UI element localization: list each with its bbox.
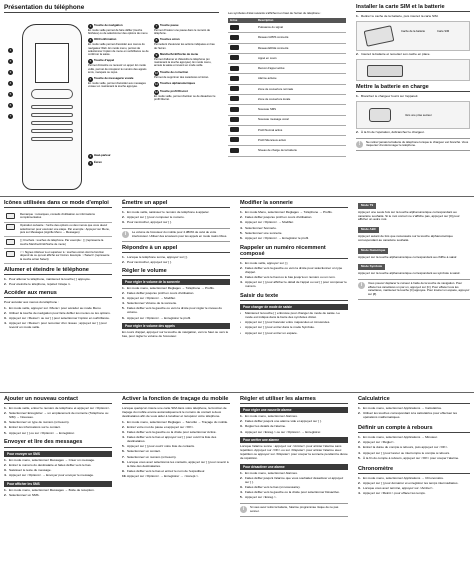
warning-icon: !	[356, 141, 363, 148]
tracking-step: 7. Sélectionnez un numéro (si besoin).	[122, 454, 177, 459]
marker-5: 5	[9, 92, 12, 96]
ring-step: 6. Appuyez sur <Options> → Enregistrer le profil.	[240, 235, 309, 240]
volume-subhead-call: Pour régler le volume des appels	[122, 323, 230, 329]
table-row: Nouveau message vocal	[228, 115, 346, 125]
icons-table	[4, 211, 112, 264]
table-row: < > Signes inférieur à et supérieur à : touches écran dont la fonction dépend de ce qui est affiché sur l'écran. Exemple : <Select> (représente la touche écran Select)	[4, 249, 112, 264]
countdown-title: Définir un compte à rebours	[358, 425, 470, 433]
ring-section	[240, 200, 348, 337]
table-row: Niveau de charge de la batterie	[228, 146, 346, 156]
info-icon: i	[240, 506, 247, 513]
alarm-step: 3. Réglez les détails de l'alarme.	[240, 424, 287, 429]
call-section	[122, 200, 230, 341]
menus-step: 1. En mode veille, appuyez sur <Menu> pour accéder au mode Menu.	[4, 305, 102, 310]
alarm-step: 2. Faites défiler jusqu'à une alarme vide et appuyez sur [ ].	[240, 419, 322, 424]
callouts-short	[88, 154, 150, 166]
alarm-section	[240, 396, 348, 520]
text-item: • Appuyez sur [ ] pour entrer dans le mode Symbole.	[240, 325, 315, 330]
callout-item: 2 Haut-parleur	[89, 153, 111, 158]
apps-section	[358, 396, 470, 497]
calc-step: 1. En mode menu, sélectionnez Applications → Calculatrice.	[358, 406, 443, 411]
tracking-section	[122, 396, 230, 480]
alarm-icon	[230, 76, 239, 81]
angle-bracket-icon	[6, 251, 15, 257]
chrono-step: 4. Appuyez sur <Réinit.> pour effacer les temps.	[358, 491, 426, 496]
charge-step-1: 1. Branchez le chargeur fourni sur l'appareil.	[356, 94, 419, 98]
volume-step: 6. Appuyez sur <Options> → Enregistrer le profil.	[122, 315, 191, 320]
modes-section	[358, 200, 470, 303]
call-icon	[230, 55, 239, 60]
marker-4: 4	[9, 81, 12, 85]
charger-illustration	[356, 101, 470, 129]
sms-icon	[230, 107, 239, 112]
redial-step: 4. Appuyez sur [ ] pour afficher le détail de l'appel ou sur [ ] pour composer le numéro.	[240, 280, 347, 289]
divider	[0, 392, 474, 393]
middle-band	[0, 200, 474, 390]
alarm-step: 1. En mode menu, sélectionnez Alarmes.	[240, 414, 298, 419]
alarm-subhead-set: Pour régler une nouvelle alarme	[240, 407, 348, 413]
call-title: Émettre un appel	[122, 200, 230, 208]
charge-title: Mettre la batterie en charge	[356, 84, 470, 92]
table-row: Profil Silencieux activé	[228, 136, 346, 146]
table-row: Appel en cours	[228, 53, 346, 63]
answer-title: Répondre à un appel	[122, 245, 230, 253]
onoff-title: Allumer et éteindre le téléphone	[4, 267, 112, 275]
table-row: Alarme activée	[228, 74, 346, 84]
alarm-note: i Si vous avez retiré la batterie, l'alarme programmée risque de ne pas sonner.	[240, 503, 348, 516]
marker-3: 3	[9, 70, 12, 74]
countdown-step: 4. Appuyez sur [ ] pour lancer ou interrompre le compte à rebours.	[358, 450, 451, 455]
msg-step: 1. En mode menu, sélectionnez Messages → Boîte de réception.	[4, 487, 95, 492]
text-subhead: Pour changer de mode de saisie	[240, 304, 348, 310]
text-item: • Appuyez sur [ ] pour basculer entre majuscules et minuscules.	[240, 320, 331, 325]
top-band	[0, 4, 474, 194]
msg-step: 2. Entrez le numéro du destinataire et faites défiler vers le bas.	[4, 462, 92, 467]
keypad-row	[31, 129, 73, 133]
marker-2: 2	[9, 59, 12, 63]
table-row: [ ] Crochets : touches du téléphone. Par exemple : [ ] (représente la touche Marche/Arrêt/Sortie de menu)	[4, 237, 112, 249]
phone-overview	[4, 4, 219, 16]
tracking-step: 2. Entrez votre mot de passe et appuyez sur <OK>.	[122, 424, 195, 429]
text-title: Saisir du texte	[240, 293, 348, 301]
menus-intro: Pour accéder aux menus du téléphone :	[4, 300, 59, 305]
contact-step: 3. Sélectionnez un type de numéro (si besoin).	[4, 420, 70, 425]
msg-step: 4. Appuyez sur <Options> → Envoyer pour envoyer le message.	[4, 473, 94, 478]
bracket-icon	[6, 239, 15, 245]
modes-note: i Vous pouvez déplacer le curseur à l'aide de la touche de navigation. Pour effacer les caractères un par un, appuyez sur [C]. Pour effacer tous les caractères, maintenez la touche [C] appuyée. Pour insérer un espace, appuyez sur [#].	[358, 279, 470, 300]
countdown-step: 3. Entrez la durée du compte à rebours, puis appuyez sur <OK>.	[358, 445, 449, 450]
redial-title: Rappeler un numéro récemment composé	[240, 245, 348, 259]
indicator-header-row: Icône Description	[228, 18, 346, 23]
volume-subhead-ring: Pour régler le volume de la sonnerie	[122, 279, 230, 285]
info-icon: i	[358, 282, 365, 289]
msg-title: Envoyer et lire des messages	[4, 439, 112, 447]
msg-step: 1. En mode menu, sélectionnez Messages → Créer un message.	[4, 457, 95, 462]
sim-title: Installer la carte SIM et la batterie	[356, 4, 470, 12]
alarm-subhead-disable: Pour désactiver une alarme	[240, 464, 348, 470]
chrono-title: Chronomètre	[358, 466, 470, 474]
arrow-icon	[6, 224, 15, 230]
table-row: Zone de couverture locale	[228, 94, 346, 104]
chrono-step: 1. En mode menu, sélectionnez Applications → Chronomètre.	[358, 475, 444, 480]
label-sim-card: Carte SIM	[437, 30, 450, 33]
sim-step-1: 1. Retirez le cache de la batterie, puis insérez la carte SIM.	[356, 14, 439, 19]
call-note: i Le volume de l'écouteur du mobile pour 4 dB/0% de celui de votre interlocuteur. Utilisez des écouteurs pour les appels en mode mains libres.	[122, 228, 230, 241]
contact-step: 2. Sélectionnez Enregistrer → un emplacement de mémoire (Téléphone ou SIM) → Nouveau.	[4, 411, 109, 420]
alarm-step: 5. Appuyez sur <Enreg.>.	[240, 495, 277, 500]
table-row: Réseau EDGE connecté	[228, 43, 346, 53]
answer-step: 2. Pour raccrocher, appuyez sur [ ].	[122, 259, 172, 264]
redial-step: 3. Faites défiler vers le haut ou le bas jusqu'à un numéro ou un nom.	[240, 275, 336, 280]
volume-title: Régler le volume	[122, 268, 230, 276]
keypad-row	[31, 105, 73, 109]
mode-badge: Mode ABC	[358, 227, 379, 233]
callout-item: 10 Touche de correction Permet de supprimer des caractères à l'écran.	[154, 69, 210, 79]
redial-step: 2. Faites défiler vers la gauche ou vers la droite pour sélectionner un type d'appel.	[240, 266, 343, 275]
battery-shape	[367, 65, 403, 77]
alarm-stop-text: Lorsque l'alarme sonne : appuyez sur <Arrêter> pour arrêter l'alarme sans répétition. Appuyez sur <OK> ou sur <Répéter> pour arrêter l'alarme avec répétition ou appuyez sur <Répéter> pour couper la sonnerie pendant la durée de répétition.	[240, 444, 348, 461]
signal-icon	[230, 25, 239, 30]
volume-call-text: En cours d'appel, appuyez sur la touche de navigation, vers le haut ou vers le bas, pour régler le volume de l'écouteur.	[122, 330, 229, 339]
callout-item: 8 Touches écran Permettent d'exécuter les actions indiquées en bas de l'écran.	[154, 37, 215, 50]
table-row: Remarque : remarques, conseils d'utilisation ou informations complémentaires	[4, 211, 112, 222]
tracking-title: Activer la fonction de traçage du mobile	[122, 396, 230, 404]
mode-text: Appuyez autant de fois que nécessaire sur la touche alphanumérique correspondant au caractère souhaité.	[358, 234, 453, 242]
tracking-intro: Lorsque quelqu'un insère une carte SIM dans votre téléphone, la fonction de traçage du mobile envoie automatiquement le numéro de contact à deux destinataires afin de vous aider à localiser et récupérer votre téléphone.	[122, 406, 227, 418]
marker-6: 6	[9, 103, 12, 107]
mode-text: Appuyez sur la touche alphanumérique correspondant au symbole à saisir.	[358, 271, 461, 276]
volume-step: 5. Faites défiler vers la gauche ou vers la droite pour régler le niveau du volume.	[122, 306, 222, 315]
sim-step-2: 2. Insérez la batterie et remettez son cache en place.	[356, 52, 431, 56]
volume-step: 2. Faites défiler jusqu'au profil en cours d'utilisation.	[122, 291, 195, 296]
text-item: • Appuyez sur [ ] pour entrer un espace.	[240, 330, 298, 335]
msg-subhead-read: Pour afficher les SMS	[4, 481, 112, 487]
silent-profile-icon	[230, 137, 239, 142]
tracking-step: 9. Faites défiler vers le bas et entrez le nom de l'expéditeur.	[122, 468, 206, 473]
keypad-row	[31, 137, 73, 141]
callout-item: 11 Touches alphanumériques	[154, 80, 196, 86]
alarm-step: 1. En mode menu, sélectionnez Alarmes.	[240, 470, 298, 475]
contact-step: 4. Entrez les informations sur le contact.	[4, 425, 61, 430]
contact-step: 5. Appuyez sur [ ] ou sur <Options> → Enregistrer.	[4, 430, 75, 435]
table-row: Profil Normal activé	[228, 125, 346, 135]
table-row: Zone de couverture normale	[228, 84, 346, 94]
divider	[0, 196, 474, 197]
countdown-step: 1. En mode menu, sélectionnez Applications → Minuteur.	[358, 435, 438, 440]
callout-item: 5 Touche d'appel Permet d'émettre ou recevoir un appel. En mode veille, permet de récupérer le numéro des appels émis, manqués ou reçus.	[88, 58, 147, 74]
tracking-step: 8. Lorsque vous avez sélectionné les contacts, appuyez sur [ ] pour revenir à la liste des destinataires.	[122, 459, 229, 468]
callout-item: 9 Marche/Arrêt/Sortie de menu Permet d'allumer et d'éteindre le téléphone (en maintenant la touche appuyée). En mode menu, annule la saisie et revient en mode veille.	[154, 51, 212, 68]
sim-card-shape	[364, 25, 395, 46]
mode-text: Appuyez sur la touche alphanumérique correspondant au chiffre à saisir.	[358, 254, 458, 259]
calc-title: Calculatrice	[358, 396, 470, 404]
callouts-left	[88, 24, 150, 92]
chrono-step: 3. Lorsque vous avez terminé, appuyez sur <Arrêter>.	[358, 486, 434, 491]
alarm-subhead-stop: Pour arrêter une alarme	[240, 437, 348, 443]
countdown-step: 2. Appuyez sur <Régler>.	[358, 440, 395, 445]
answer-step: 1. Lorsque le téléphone sonne, appuyez sur [ ].	[122, 254, 189, 259]
gprs-icon	[230, 35, 239, 40]
menus-title: Accéder aux menus	[4, 290, 112, 298]
table-row: Renvoi d'appel activé	[228, 64, 346, 74]
onoff-step: 1. Pour allumer le téléphone, maintenez la touche [ ] appuyée.	[4, 276, 91, 281]
volume-step: 4. Sélectionnez Volume de la sonnerie.	[122, 301, 178, 306]
alarm-step: 4. Faites défiler vers la gauche ou la droite pour sélectionner Désactivé.	[240, 490, 340, 495]
callout-item: 4 OK/Confirmation En mode veille permet d'accéder aux menus du navigateur Web. En mode menu, permet de sélectionner l'option de menu en surbrillance ou de confirmer la saisie.	[88, 37, 149, 57]
mode-badge: Mode Symbole	[358, 264, 385, 270]
indicator-table	[228, 18, 346, 157]
chrono-step: 2. Appuyez sur [ ] pour démarrer et enregistrer les temps intermédiaires.	[358, 480, 459, 485]
countdown-step: 5. À la fin du compte à rebours, appuyez sur <OK> pour couper l'alarme.	[358, 455, 460, 460]
nav-key-shape	[31, 89, 73, 99]
tracking-step: 4. Faites défiler vers le bas et appuyez sur [ ] pour ouvrir la liste des destinataires.	[122, 435, 217, 444]
callout-item: 1 Touche de navigation En mode veille permet de faire défiler (touche fléchées) ou de sélectionner des options de menu.	[88, 23, 149, 36]
volume-step: 1. En mode menu, sélectionnez Réglages → Téléphone → Profils.	[122, 285, 215, 290]
phone-markers	[8, 48, 20, 125]
tracking-step: 1. En mode menu, sélectionnez Réglages → Sécurité → Traçage du mobile.	[122, 419, 229, 424]
tracking-step: 6. Sélectionnez un contact.	[122, 449, 161, 454]
sim-illustration	[356, 21, 470, 51]
redial-step: 1. En mode veille, appuyez sur [ ].	[240, 261, 289, 266]
ring-step: 1. En mode Menu, sélectionnez Réglages → Téléphone → Profils.	[240, 210, 333, 215]
ring-step: 2. Faites défiler jusqu'au profil en cours d'utilisation.	[240, 215, 313, 220]
normal-profile-icon	[230, 127, 239, 132]
icons-title: Icônes utilisées dans ce mode d'emploi	[4, 200, 112, 208]
keypad-row	[31, 113, 73, 117]
note-icon	[6, 213, 15, 219]
msg-subhead-send: Pour envoyer un SMS	[4, 451, 112, 457]
marker-7: 7	[9, 114, 12, 118]
indicator-section	[228, 12, 346, 157]
tracking-step: 10. Appuyez sur <Options> → Enregistrer → <Accept.>.	[122, 473, 199, 478]
volume-step: 3. Appuyez sur <Options> → Modifier.	[122, 296, 176, 301]
phone-screen	[35, 43, 69, 83]
label-battery-cover: Cache de la batterie	[401, 30, 426, 33]
menus-step: 2. Utilisez la touche de navigation pour faire défiler les menus ou les options.	[4, 311, 111, 316]
alarm-step: 2. Faites défiler jusqu'à l'alarme que vous souhaitez désactiver et appuyez sur [ ].	[240, 476, 344, 484]
home-zone-icon	[230, 86, 239, 91]
charge-note: ! Ne retirez jamais la batterie du téléphone lorsque le chargeur est branché. Vous risqueriez d'endommager le téléphone.	[356, 138, 470, 151]
table-row: Nouveau SMS	[228, 105, 346, 115]
onoff-step: 2. Pour éteindre le téléphone, répétez l'étape 1.	[4, 282, 71, 287]
msg-step: 3. Saisissez le texte du message.	[4, 467, 52, 472]
contact-title: Ajouter un nouveau contact	[4, 396, 112, 404]
label-socket: Vers une prise secteur	[405, 113, 432, 117]
callouts-right	[154, 24, 218, 104]
ring-step: 5. Sélectionnez une sonnerie.	[240, 230, 283, 235]
keypad-row	[31, 121, 73, 125]
mode-badge: Mode Numérique	[358, 248, 388, 254]
marker-1: 1	[9, 48, 12, 52]
battery-icon	[230, 148, 239, 153]
ring-step: 3. Appuyez sur <Options> → Modifier.	[240, 220, 294, 225]
table-row: Opération suivante : l'ordre des options ou des menus que vous devez sélectionner pour exécuter une étape. Par exemple : Appuyez sur Menu, puis sur Messages (signifie Menu → Messages)	[4, 222, 112, 237]
alarm-step: 4. Appuyez sur <Enreg.> ou sur <Options> → Enregistrer.	[240, 429, 322, 434]
contact-section	[4, 396, 112, 499]
alarm-step: 3. Faites défiler vers le bas (si nécessaire).	[240, 485, 301, 490]
call-step: 1. En mode veille, saisissez le numéro de téléphone à appeler.	[122, 210, 210, 215]
alarm-title: Régler et utiliser les alarmes	[240, 396, 348, 404]
bottom-band	[0, 396, 474, 581]
table-row: Réseau GPRS connecté	[228, 33, 346, 43]
mode-badge: Mode T9	[358, 203, 376, 209]
ring-title: Modifier la sonnerie	[240, 200, 348, 208]
contact-step: 1. En mode veille, entrez le numéro de téléphone et appuyez sur <Options>.	[4, 406, 111, 411]
call-step: 3. Pour raccrocher, appuyez sur [ ].	[122, 220, 172, 225]
msg-step: 2. Sélectionnez un SMS.	[4, 493, 40, 498]
text-item: • Maintenez la touche [ ] enfoncée pour changer de mode de saisie. Le mode est indiqué dans la barre des symboles d'état.	[240, 311, 340, 320]
calc-step: 2. Utilisez les touches correspondant à la calculatrice pour effectuer les opérations mathématiques.	[358, 411, 458, 420]
callout-item: 3 Écran	[89, 160, 102, 165]
callout-item: 6 Touche de messagerie vocale En mode veille, permet d'accéder aux messages vocaux en maintenant la touche appuyée.	[88, 76, 146, 89]
indicator-intro: Les symboles d'état suivants s'affichent en haut de l'écran du téléphone :	[228, 11, 322, 15]
menus-step: 3. Appuyez sur <Retour> ou sur [ ] pour sélectionner l'option en surbrillance.	[4, 316, 110, 321]
ring-step: 4. Sélectionnez Sonnerie.	[240, 225, 277, 230]
tracking-step: 3. Faites défiler vers la gauche ou la droite pour sélectionner Activé.	[122, 430, 217, 435]
edge-icon	[230, 45, 239, 50]
phone-illustration	[22, 24, 82, 190]
charger-plug-shape	[369, 108, 391, 122]
phone-overview-title: Présentation du téléphone	[4, 4, 219, 13]
table-row: Puissance du signal	[228, 23, 346, 33]
forward-icon	[230, 66, 239, 71]
tracking-step: 5. Appuyez sur [ ] pour ouvrir votre liste de contacts.	[122, 444, 195, 449]
city-zone-icon	[230, 96, 239, 101]
call-step: 2. Appuyez sur [ ] pour composer le numéro.	[122, 215, 185, 220]
sim-section	[356, 4, 470, 154]
voicemail-icon	[230, 117, 239, 122]
mode-text: Appuyez une seule fois sur la touche alphanumérique correspondant au caractère souhaité. Si le mot correct ne s'affiche pas, appuyez sur [0] pour afficher un autre mot.	[358, 209, 460, 222]
battery-illustration	[356, 59, 470, 81]
charge-step-2: 2. À la fin de l'opération, débranchez le chargeur.	[356, 129, 425, 134]
callout-item: 12 Touche profil Discret En mode veille, permet d'activer ou de désactiver le profil Discret.	[154, 88, 216, 102]
info-icon: i	[122, 231, 129, 238]
menus-step: 4. Appuyez sur <Retour> pour remonter d'un niveau ; appuyez sur [ ] pour revenir en mode veille.	[4, 321, 107, 330]
icons-section	[4, 200, 112, 331]
callout-item: 7 Touche pause Permet d'insérer une pause dans le numéro de téléphone.	[154, 23, 210, 36]
